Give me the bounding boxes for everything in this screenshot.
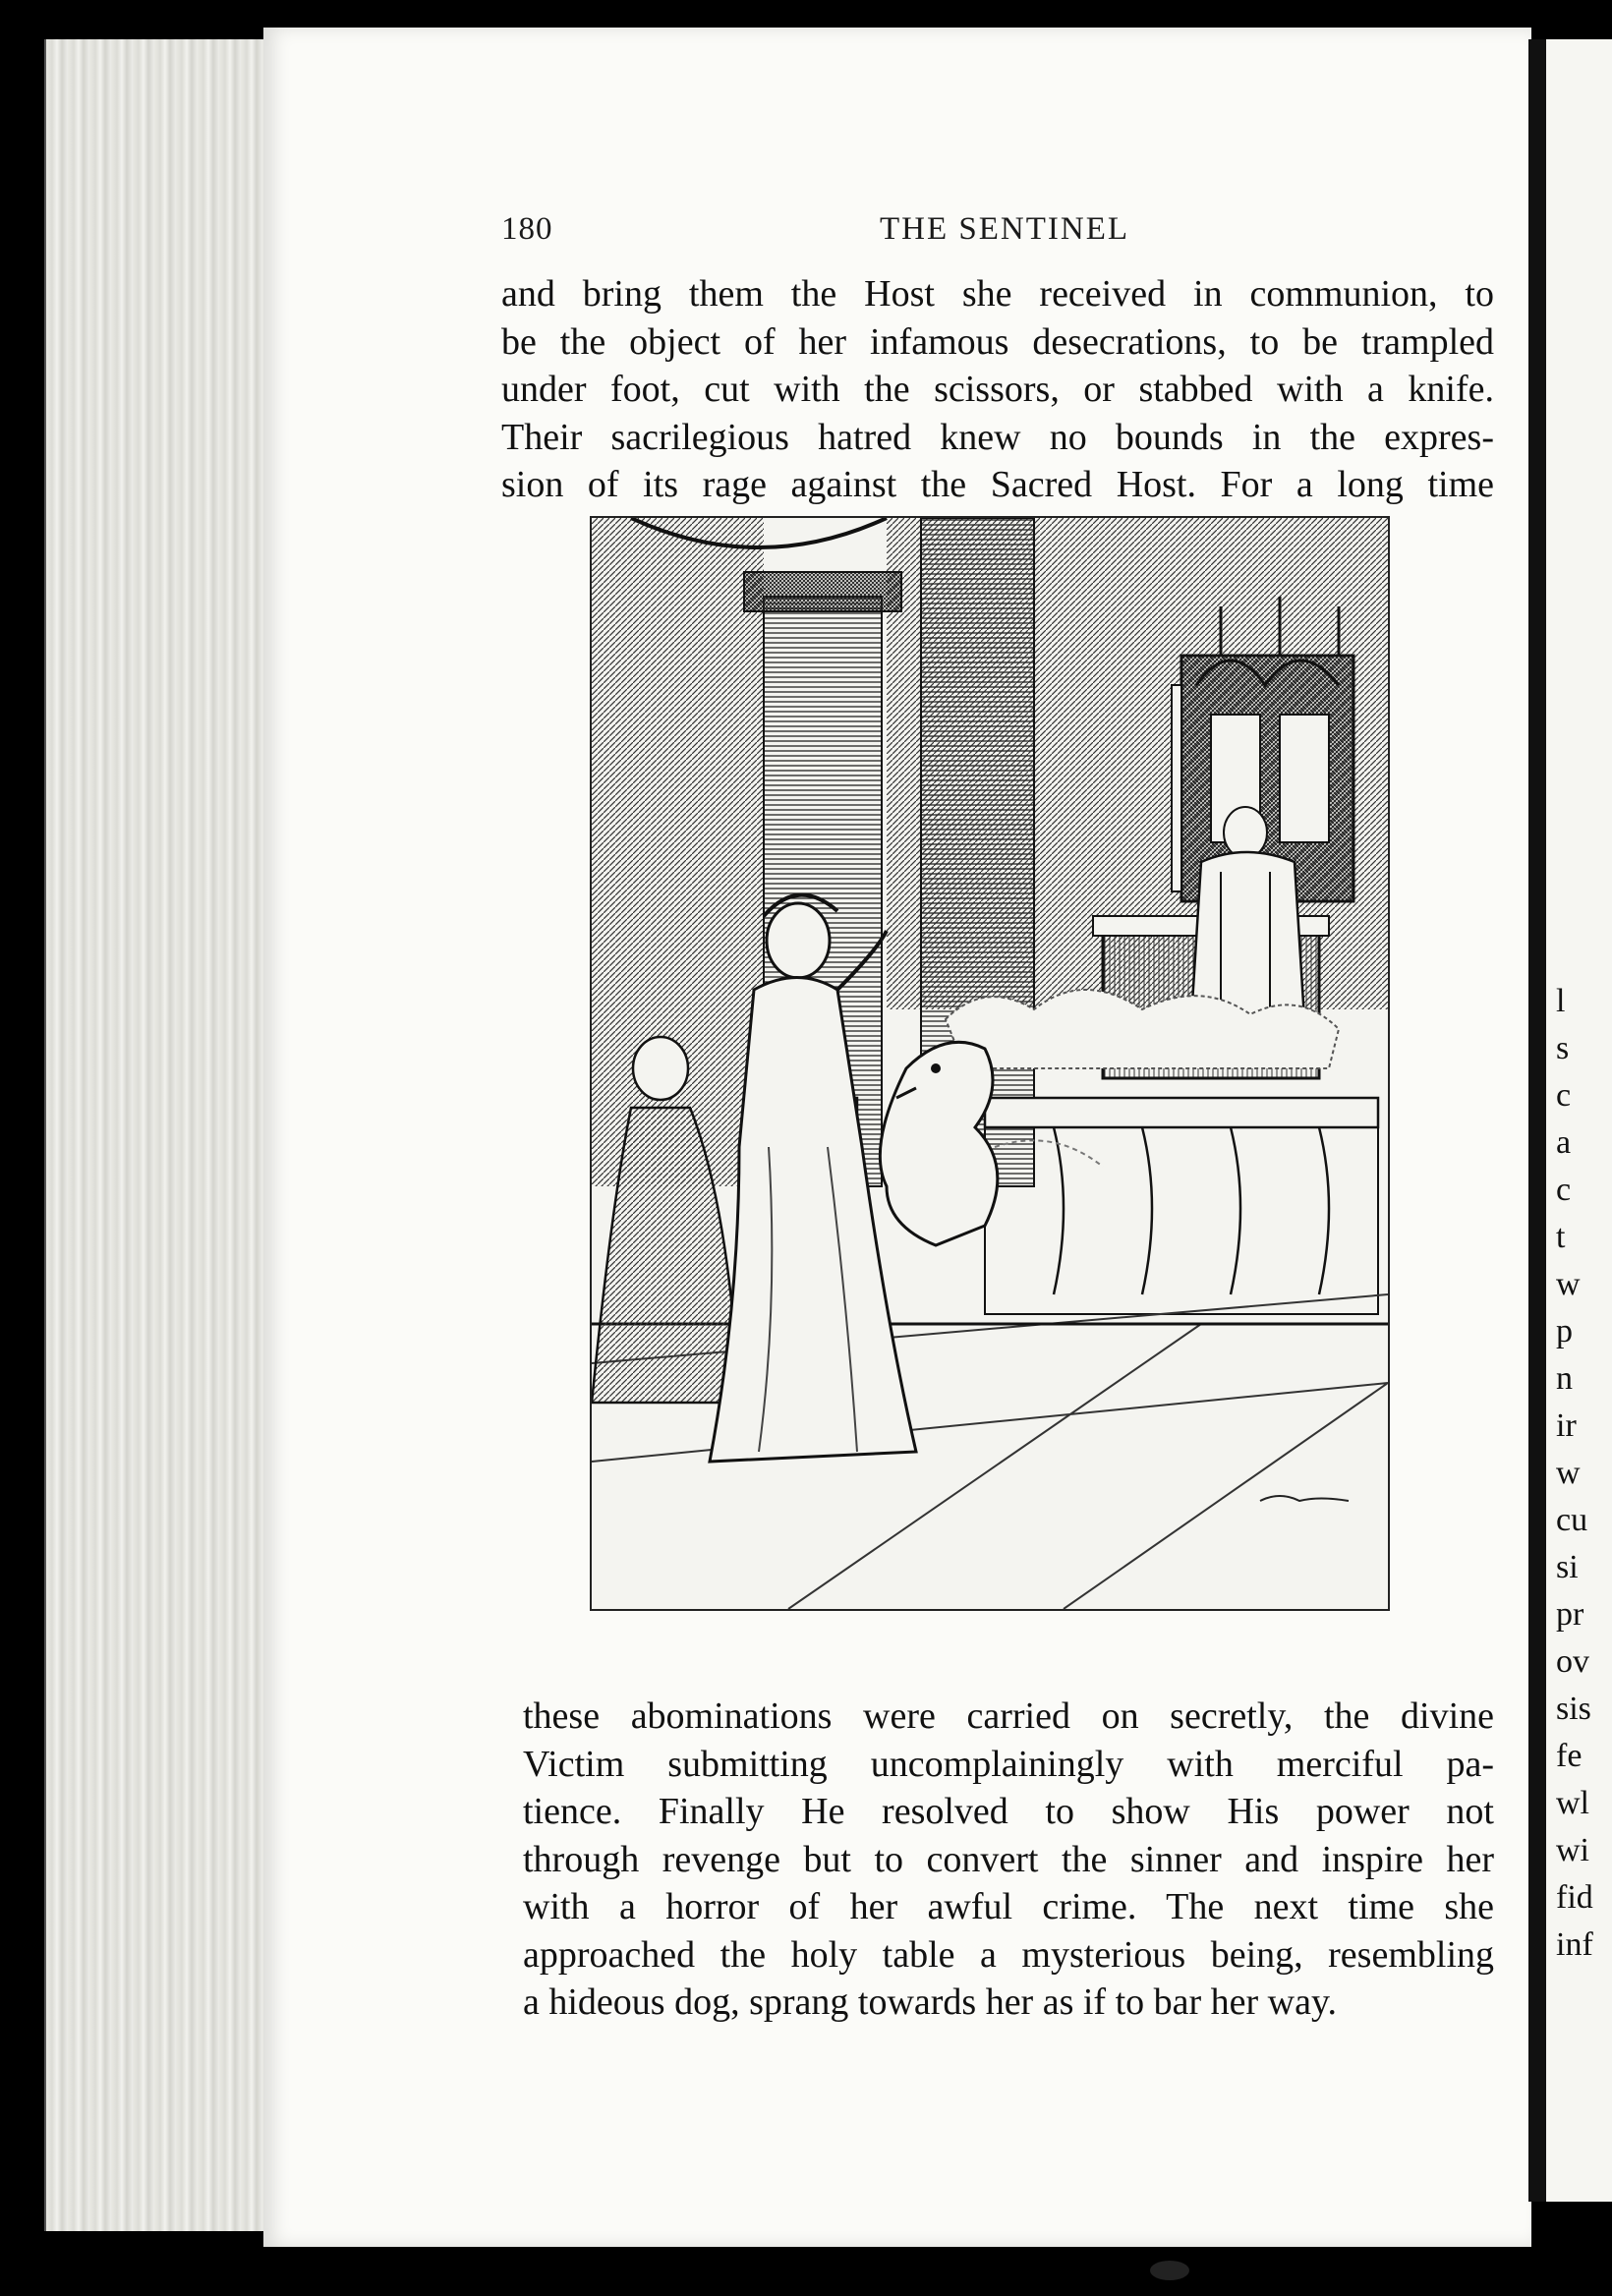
text-line: these abominations were carried on secretly, the divine (523, 1695, 1494, 1737)
paragraph-top (501, 270, 1494, 509)
facing-page-fragment: a (1556, 1124, 1572, 1161)
running-head (501, 211, 1484, 260)
facing-page-fragment: ov (1556, 1643, 1589, 1680)
page-stack-edges (44, 39, 277, 2231)
text-line: with a horror of her awful crime. The next time she (523, 1886, 1494, 1927)
engraving-illustration (590, 516, 1390, 1611)
text-line: under foot, cut with the scissors, or stabbed with a knife. (501, 369, 1494, 410)
text-line: Their sacrilegious hatred knew no bounds in the expres- (501, 416, 1494, 458)
facing-page-fragment: fe (1556, 1738, 1583, 1774)
facing-page-fragment: w (1556, 1455, 1581, 1491)
paragraph-bottom (523, 1693, 1494, 2027)
facing-page-fragment: pr (1556, 1596, 1584, 1633)
text-line: tience. Finally He resolved to show His power not (523, 1791, 1494, 1832)
facing-page-fragment: w (1556, 1266, 1581, 1302)
facing-page-fragment: s (1556, 1030, 1570, 1066)
text-line: Victim submitting uncomplainingly with merciful pa- (523, 1743, 1494, 1785)
text-line: be the object of her infamous desecrations, to be trampled (501, 320, 1494, 363)
church-scene-engraving (592, 518, 1388, 1609)
facing-page-fragment: l (1556, 983, 1566, 1019)
facing-page-fragment: ir (1556, 1407, 1577, 1444)
facing-page-edge (1528, 39, 1612, 2202)
text-line: and bring them the Host she received in communion, to (501, 273, 1494, 315)
facing-page-fragment: si (1556, 1549, 1579, 1585)
facing-page-fragment: fid (1556, 1879, 1593, 1916)
facing-page-fragment: n (1556, 1360, 1573, 1397)
facing-page-fragment: wl (1556, 1785, 1589, 1821)
text-line: approached the holy table a mysterious being, resembling (523, 1933, 1494, 1976)
facing-page-fragment: c (1556, 1077, 1572, 1114)
facing-page-fragment: t (1556, 1219, 1566, 1255)
text-line: a hideous dog, sprang towards her as if to bar her way. (523, 1981, 1338, 2023)
running-title: THE SENTINEL (880, 211, 1130, 247)
text-line: through revenge but to convert the sinner and inspire her (523, 1838, 1494, 1880)
ink-smudge (1150, 2261, 1189, 2280)
facing-page-fragment: inf (1556, 1926, 1593, 1963)
facing-page-fragment: sis (1556, 1691, 1591, 1727)
facing-page-fragment: c (1556, 1172, 1572, 1208)
facing-page-fragment: cu (1556, 1502, 1588, 1538)
page-number: 180 (501, 211, 553, 247)
text-line: sion of its rage against the Sacred Host. For a long time (501, 464, 1494, 505)
facing-page-fragment: wi (1556, 1832, 1589, 1868)
facing-page-fragment: p (1556, 1313, 1573, 1349)
